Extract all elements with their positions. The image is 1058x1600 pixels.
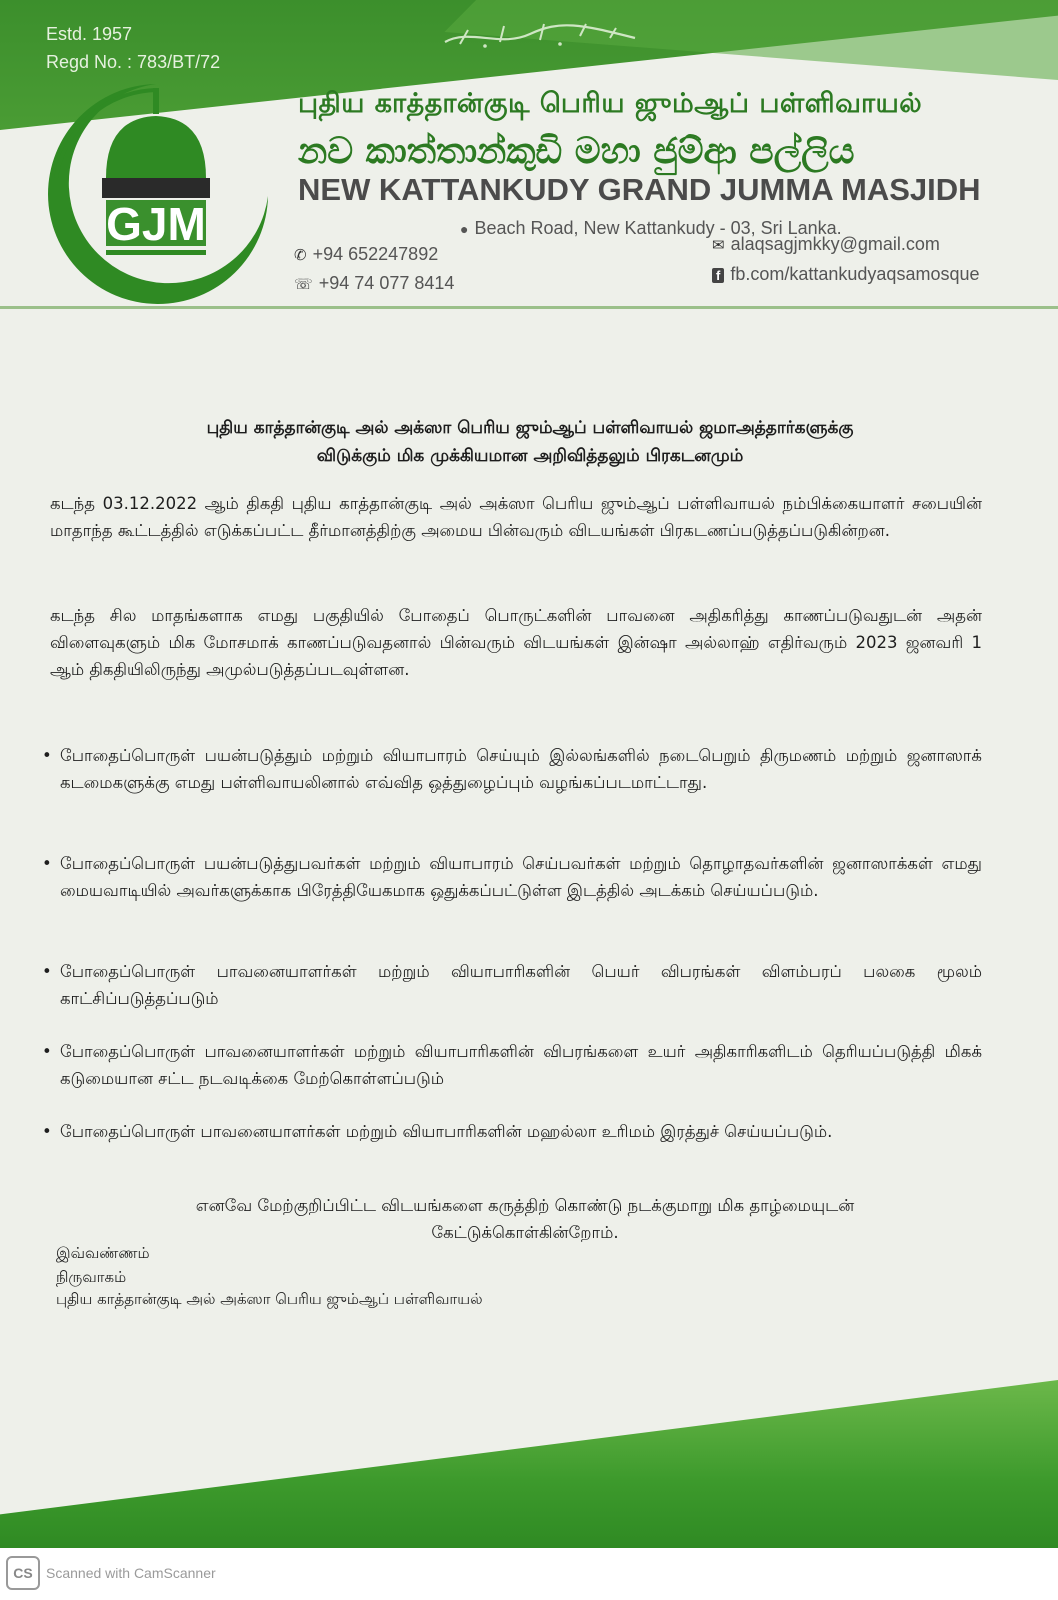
whatsapp-number: +94 74 077 8414 xyxy=(318,273,455,293)
whatsapp-icon: ☏ xyxy=(294,276,313,293)
intro-paragraph: கடந்த 03.12.2022 ஆம் திகதி புதிய காத்தான்குடி அல் அக்ஸா பெரிய ஜும்ஆப் பள்ளிவாயல் நம்பிக்கையாளர் சபையின் மாதாந்த கூட்டத்தில் எடுக்கப்பட்ட தீர்மானத்திற்கு அமைய பின்வரும் விடயங்கள் பிரகடணப்படுத்தப்படுகின்றன. xyxy=(50,494,982,540)
list-item-text: போதைப்பொருள் பயன்படுத்தும் மற்றும் வியாபாரம் செய்யும் இல்லங்களில் நடைபெறும் திருமணம் மற்றும் ஜனாஸாக் கடமைகளுக்கு எமது பள்ளிவாயலினால் எவ்வித ஒத்துழைப்பும் வழங்கப்படமாட்டாது. xyxy=(60,746,982,792)
signoff-salutation: இவ்வண்ணம் xyxy=(56,1244,150,1262)
camscanner-logo-icon: CS xyxy=(6,1556,40,1590)
closing-request xyxy=(70,1192,980,1246)
facebook-url: fb.com/kattankudyaqsamosque xyxy=(730,264,980,284)
masjid-name-sinhala: නව කාත්තාන්කුඩි මහා ජුම්ආ පල්ලිය xyxy=(298,130,855,172)
location-pin-icon: ● xyxy=(460,221,469,237)
logo-text: GJM xyxy=(106,198,206,250)
camscanner-label: Scanned with CamScanner xyxy=(46,1565,216,1581)
facebook-contact xyxy=(712,264,980,285)
registration-number: Regd No. : 783/BT/72 xyxy=(46,52,221,72)
masjid-name-tamil: புதிய காத்தான்குடி பெரிய ஜும்ஆப் பள்ளிவாயல் xyxy=(298,88,923,119)
bullet-icon: • xyxy=(42,854,52,873)
gjm-logo xyxy=(36,78,276,306)
established-year: Estd. 1957 xyxy=(46,24,133,44)
header-divider xyxy=(0,306,1058,309)
camscanner-watermark xyxy=(6,1556,216,1592)
address-text: Beach Road, New Kattankudy - 03, Sri Lanka. xyxy=(474,218,842,238)
list-item xyxy=(42,958,982,1012)
bullet-icon: • xyxy=(42,962,52,981)
email-contact xyxy=(712,234,940,255)
bullet-icon: • xyxy=(42,746,52,765)
phone-contact xyxy=(294,244,438,265)
notice-title-line-1: புதிய காத்தான்குடி அல் அக்ஸா பெரிய ஜும்ஆப் பள்ளிவாயல் ஜமாஅத்தார்களுக்கு xyxy=(206,418,854,438)
closing-line-2: கேட்டுக்கொள்கின்றோம். xyxy=(431,1223,619,1242)
list-item xyxy=(42,850,982,904)
notice-title xyxy=(60,414,1000,470)
facebook-icon: f xyxy=(712,268,724,283)
whatsapp-contact xyxy=(294,273,454,294)
masjid-name-english: NEW KATTANKUDY GRAND JUMMA MASJIDH xyxy=(298,172,981,207)
phone-icon: ✆ xyxy=(294,247,307,264)
phone-number: +94 652247892 xyxy=(312,244,439,264)
signoff-organization: புதிய காத்தான்குடி அல் அக்ஸா பெரிய ஜும்ஆப் பள்ளிவாயல் xyxy=(56,1290,483,1308)
email-address: alaqsagjmkky@gmail.com xyxy=(730,234,940,254)
footer-band xyxy=(0,1380,1058,1548)
list-item xyxy=(42,1038,982,1092)
list-item xyxy=(42,1118,982,1145)
context-paragraph: கடந்த சில மாதங்களாக எமது பகுதியில் போதைப் பொருட்களின் பாவனை அதிகரித்து காணப்படுவதுடன் அதன் விளைவுகளும் மிக மோசமாக் காணப்படுவதனால் பின்வரும் விடயங்கள் இன்ஷா அல்லாஹ் எதிர்வரும் 2023 ஜனவரி 1 ஆம் திகதியிலிருந்து அமுல்படுத்தப்படவுள்ளன. xyxy=(50,606,982,679)
list-item-text: போதைப்பொருள் பயன்படுத்துபவர்கள் மற்றும் வியாபாரம் செய்பவர்கள் மற்றும் தொழாதவர்களின் ஜனாஸாக்கள் எமது மையவாடியில் அவர்களுக்காக பிரேத்தியேகமாக ஒதுக்கப்பட்டுள்ள இடத்தில் அடக்கம் செய்யப்படும். xyxy=(60,854,982,900)
email-icon: ✉ xyxy=(712,237,725,254)
bismillah-calligraphy-icon xyxy=(440,18,640,52)
signoff-administration: நிருவாகம் xyxy=(56,1268,127,1286)
closing-line-1: எனவே மேற்குறிப்பிட்ட விடயங்களை கருத்திற் கொண்டு நடக்குமாறு மிக தாழ்மையுடன் xyxy=(195,1196,855,1215)
registration-info xyxy=(46,20,220,76)
bullet-icon: • xyxy=(42,1042,52,1061)
list-item-text: போதைப்பொருள் பாவனையாளர்கள் மற்றும் வியாபாரிகளின் பெயர் விபரங்கள் விளம்பரப் பலகை மூலம் காட்சிப்படுத்தப்படும் xyxy=(60,962,982,1008)
notice-title-line-2: விடுக்கும் மிக முக்கியமான அறிவித்தலும் பிரகடனமும் xyxy=(316,446,744,466)
list-item-text: போதைப்பொருள் பாவனையாளர்கள் மற்றும் வியாபாரிகளின் மஹல்லா உரிமம் இரத்துச் செய்யப்படும். xyxy=(60,1122,833,1141)
list-item-text: போதைப்பொருள் பாவனையாளர்கள் மற்றும் வியாபாரிகளின் விபரங்களை உயர் அதிகாரிகளிடம் தெரியப்படுத்தி மிகக் கடுமையான சட்ட நடவடிக்கை மேற்கொள்ளப்படும் xyxy=(60,1042,982,1088)
list-item xyxy=(42,742,982,796)
bullet-icon: • xyxy=(42,1122,52,1141)
